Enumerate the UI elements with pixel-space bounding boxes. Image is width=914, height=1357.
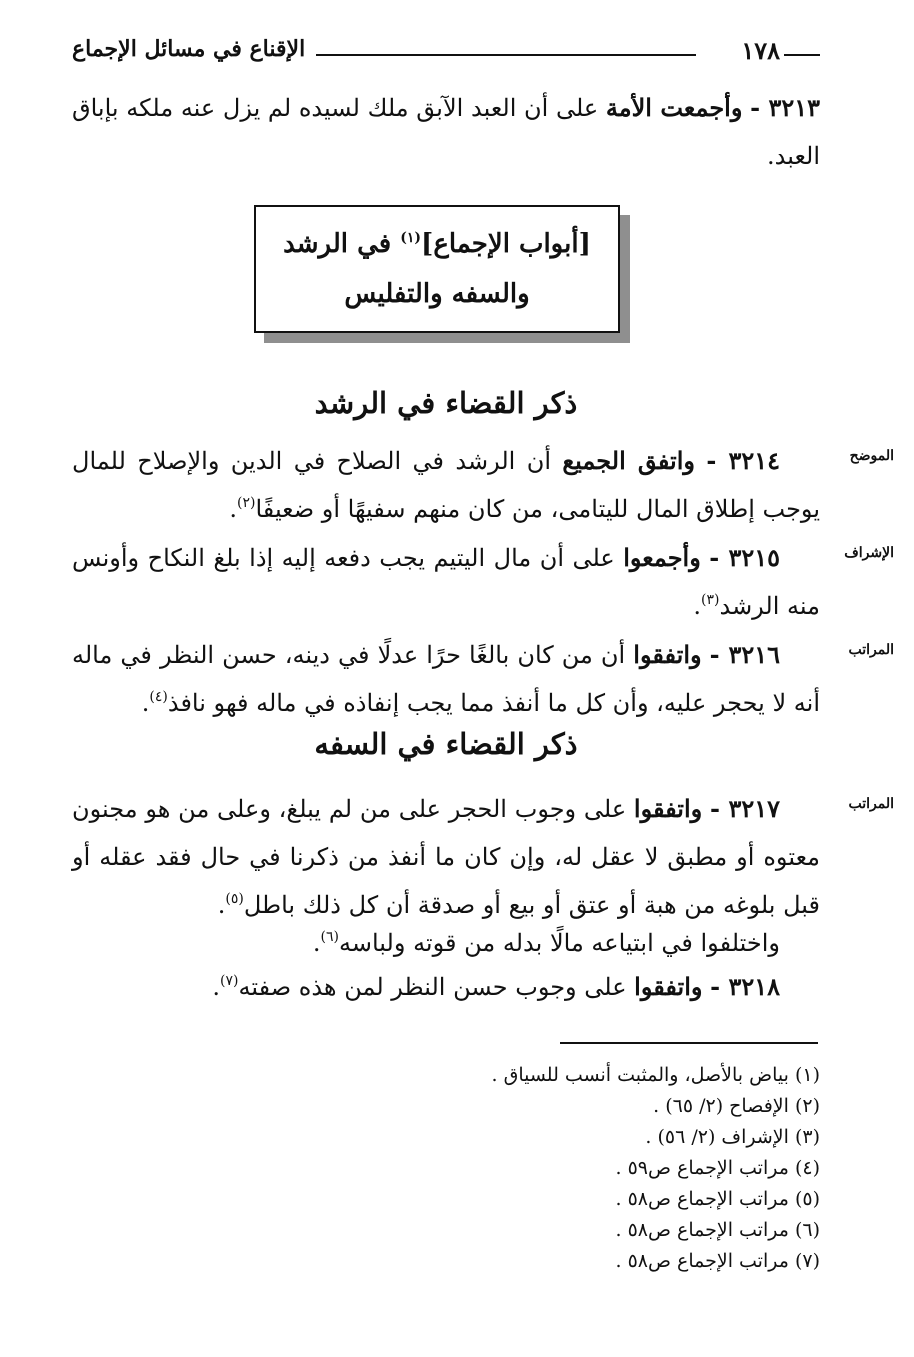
paragraph-keyword: واتفقوا (634, 972, 703, 1001)
paragraph-end: . (229, 495, 238, 523)
paragraph-text: على وجوب حسن النظر لمن هذه صفته (238, 973, 635, 1001)
paragraph-end: . (312, 929, 321, 957)
footnote-item: (٣) الإشراف (٢/ ٥٦) . (645, 1126, 820, 1148)
paragraph-number: ٣٢١٤ - (706, 446, 781, 475)
margin-source-label: الإشراف (844, 545, 894, 561)
footnote-separator (560, 1042, 818, 1044)
chapter-title-part2: في الرشد (283, 229, 401, 259)
margin-source-label: المراتب (848, 642, 894, 658)
margin-source-label: المراتب (848, 796, 894, 812)
paragraph-text: على وجوب الحجر على من لم يبلغ، وعلى من هو مجنون معتوه أو مطبق لا عقل له، وإن كان ما أنفذ من ذكرنا في حال فقد عقله أو قبل بلوغه من هبة أو عتق أو بيع أو صدقة أن كل ذلك باطل (72, 795, 820, 919)
paragraph-number: ٣٢١٦ - (709, 640, 780, 669)
footnote-item: (٥) مراتب الإجماع ص٥٨ . (615, 1188, 820, 1210)
running-header (72, 34, 820, 74)
chapter-heading-box (254, 205, 634, 337)
paragraph-text: أن الرشد في الصلاح في الدين والإصلاح للمال يوجب إطلاق المال لليتامى، من كان منهم سفيهًا أو ضعيفًا (72, 447, 820, 523)
footnote-ref[interactable]: (٥) (225, 891, 244, 907)
paragraph-3213 (72, 84, 820, 180)
header-rule-right (784, 54, 820, 56)
footnote-ref[interactable]: (٣) (701, 592, 720, 608)
paragraph-3214 (72, 437, 820, 533)
paragraph-text: أن من كان بالغًا حرًا عدلًا في دينه، حسن النظر في ماله أنه لا يحجر عليه، وأن كل ما أنفذ مما يجب إنفاذه في ماله فهو نافذ (72, 641, 820, 717)
running-title: الإقناع في مسائل الإجماع (72, 36, 306, 62)
paragraph-number: ٣٢١٨ - (710, 972, 780, 1001)
paragraph-keyword: واتفقوا (633, 794, 703, 823)
paragraph-text: على أن العبد الآبق ملك لسيده لم يزل عنه ملكه بإباق العبد. (72, 94, 820, 170)
paragraph-end: . (217, 891, 226, 919)
footnote-item: (١) بياض بالأصل، والمثبت أنسب للسياق . (491, 1064, 820, 1086)
chapter-box-frame (254, 205, 620, 333)
footnote-ref[interactable]: (٤) (149, 689, 168, 705)
paragraph-end: . (212, 973, 221, 1001)
paragraph-number: ٣٢١٥ - (709, 543, 780, 572)
paragraph-text: واختلفوا في ابتياعه مالًا بدله من قوته ولباسه (339, 929, 780, 957)
page-number: ١٧٨ (741, 36, 780, 65)
paragraph-keyword: واتفق الجميع (562, 446, 695, 475)
chapter-title-line2: والسفه والتفليس (344, 279, 530, 309)
paragraph-disagreement (72, 919, 820, 967)
footnotes (72, 1060, 820, 1277)
footnote-ref[interactable]: (٦) (320, 929, 339, 945)
footnote-item: (٤) مراتب الإجماع ص٥٩ . (615, 1157, 820, 1179)
paragraph-text: على أن مال اليتيم يجب دفعه إليه إذا بلغ النكاح وأونس منه الرشد (72, 544, 820, 620)
paragraph-keyword: وأجمعت الأمة (605, 93, 743, 122)
footnote-ref[interactable]: (٢) (237, 495, 256, 511)
chapter-title-part1: [أبواب الإجماع] (421, 229, 591, 259)
paragraph-number: ٣٢١٣ - (750, 93, 820, 122)
footnote-item: (٧) مراتب الإجماع ص٥٨ . (615, 1250, 820, 1272)
paragraph-keyword: واتفقوا (633, 640, 702, 669)
paragraph-3218 (72, 963, 820, 1011)
margin-source-label: الموضح (849, 448, 894, 464)
header-rule-middle (316, 54, 696, 56)
footnote-ref[interactable]: (٧) (220, 973, 239, 989)
footnote-ref[interactable]: (١) (400, 230, 422, 246)
section-title-safah: ذكر القضاء في السفه (314, 727, 578, 761)
chapter-title-line1 (256, 219, 618, 269)
footnote-item: (٢) الإفصاح (٢/ ٦٥) . (653, 1095, 820, 1117)
paragraph-keyword: وأجمعوا (623, 543, 701, 572)
footnote-item: (٦) مراتب الإجماع ص٥٨ . (615, 1219, 820, 1241)
paragraph-3215 (72, 534, 820, 630)
section-title-rushd: ذكر القضاء في الرشد (314, 386, 578, 420)
paragraph-end: . (141, 689, 150, 717)
paragraph-end: . (693, 592, 701, 620)
paragraph-3216 (72, 631, 820, 727)
paragraph-3217 (72, 785, 820, 929)
paragraph-number: ٣٢١٧ - (709, 794, 780, 823)
